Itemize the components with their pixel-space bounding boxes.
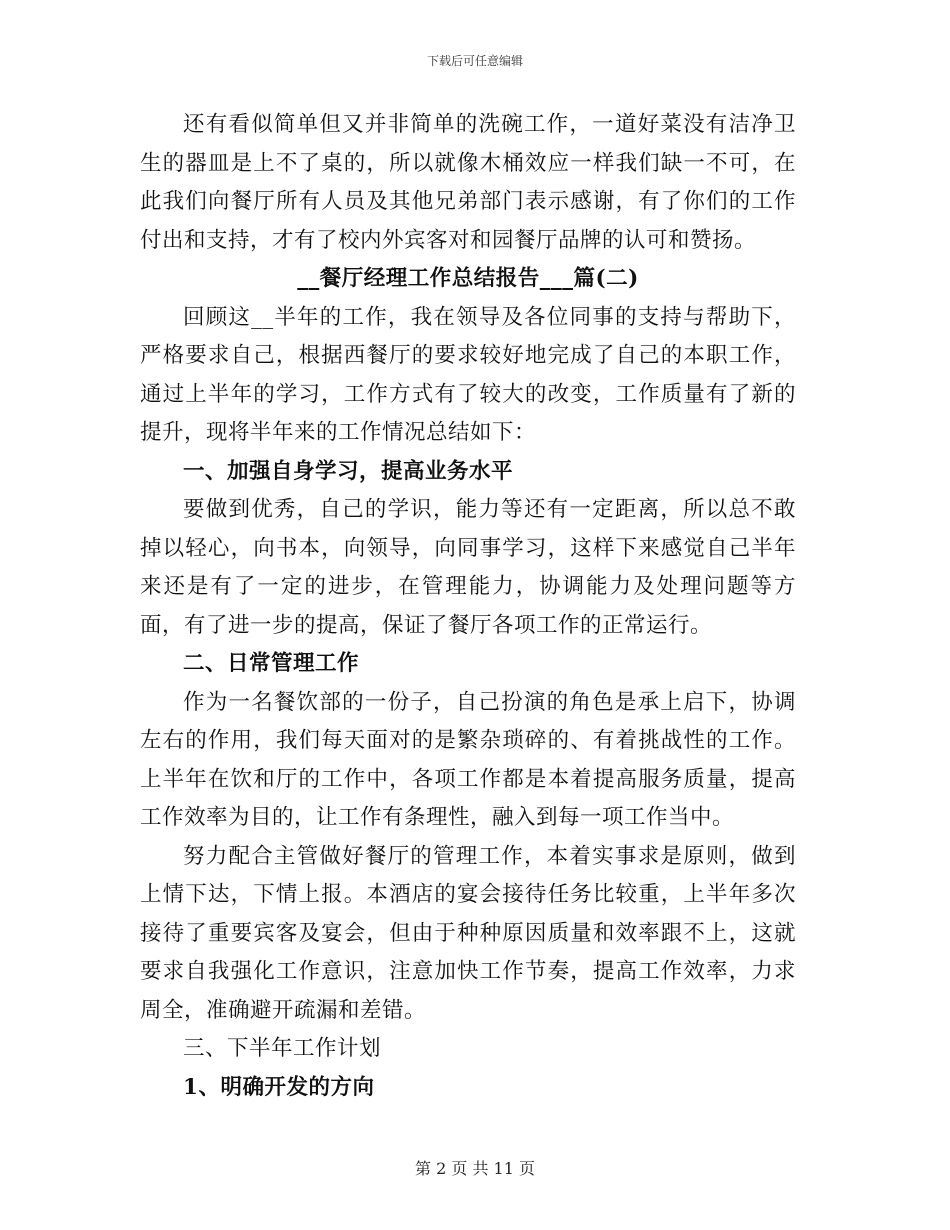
heading-self-study: 一、加强自身学习，提高业务水平 [183, 458, 514, 484]
page-header: 下载后可任意编辑 [426, 54, 523, 68]
page-number: 第 2 页 共 11 页 [415, 1159, 535, 1178]
paragraph-cooperation: 努力配合主管做好餐厅的管理工作，本着实事求是原则，做到上情下达，下情上报。本酒店的宴会接待任务比较重，上半年多次接待了重要宾客及宴会，但由于种种原因质量和效率跟不上，这就要求自我强化工作意识，注意加快工作节奏，提高工作效率，力求周全，准确避开疏漏和差错。 [140, 843, 796, 1023]
paragraph-daily-management: 作为一名餐饮部的一份子，自己扮演的角色是承上启下，协调左右的作用，我们每天面对的是繁杂琐碎的、有着挑战性的工作。上半年在饮和厅的工作中，各项工作都是本着提高服务质量，提高工作效率为目的，让工作有条理性，融入到每一项工作当中。 [140, 689, 796, 830]
heading-daily-management: 二、日常管理工作 [183, 651, 360, 676]
paragraph-review: 回顾这__半年的工作，我在领导及各位同事的支持与帮助下，严格要求自己，根据西餐厅的要求较好地完成了自己的本职工作，通过上半年的学习，工作方式有了较大的改变，工作质量有了新的提升，现将半年来的工作情况总结如下： [140, 304, 796, 445]
heading-development-direction: 1、明确开发的方向 [183, 1074, 375, 1100]
paragraph-dishwashing: 还有看似简单但又并非简单的洗碗工作，一道好菜没有洁净卫生的器皿是上不了桌的，所以就像木桶效应一样我们缺一不可，在此我们向餐厅所有人员及其他兄弟部门表示感谢，有了你们的工作付出和支持，才有了校内外宾客对和园餐厅品牌的认可和赞扬。 [140, 112, 796, 253]
section-title: __餐厅经理工作总结报告___篇(二) [297, 266, 639, 291]
paragraph-self-study: 要做到优秀，自己的学识，能力等还有一定距离，所以总不敢掉以轻心，向书本，向领导，向同事学习，这样下来感觉自己半年来还是有了一定的进步，在管理能力，协调能力及处理问题等方面，有了进一步的提高，保证了餐厅各项工作的正常运行。 [140, 497, 796, 638]
heading-next-half-plan: 三、下半年工作计划 [183, 1036, 382, 1061]
document-body [140, 106, 796, 1107]
